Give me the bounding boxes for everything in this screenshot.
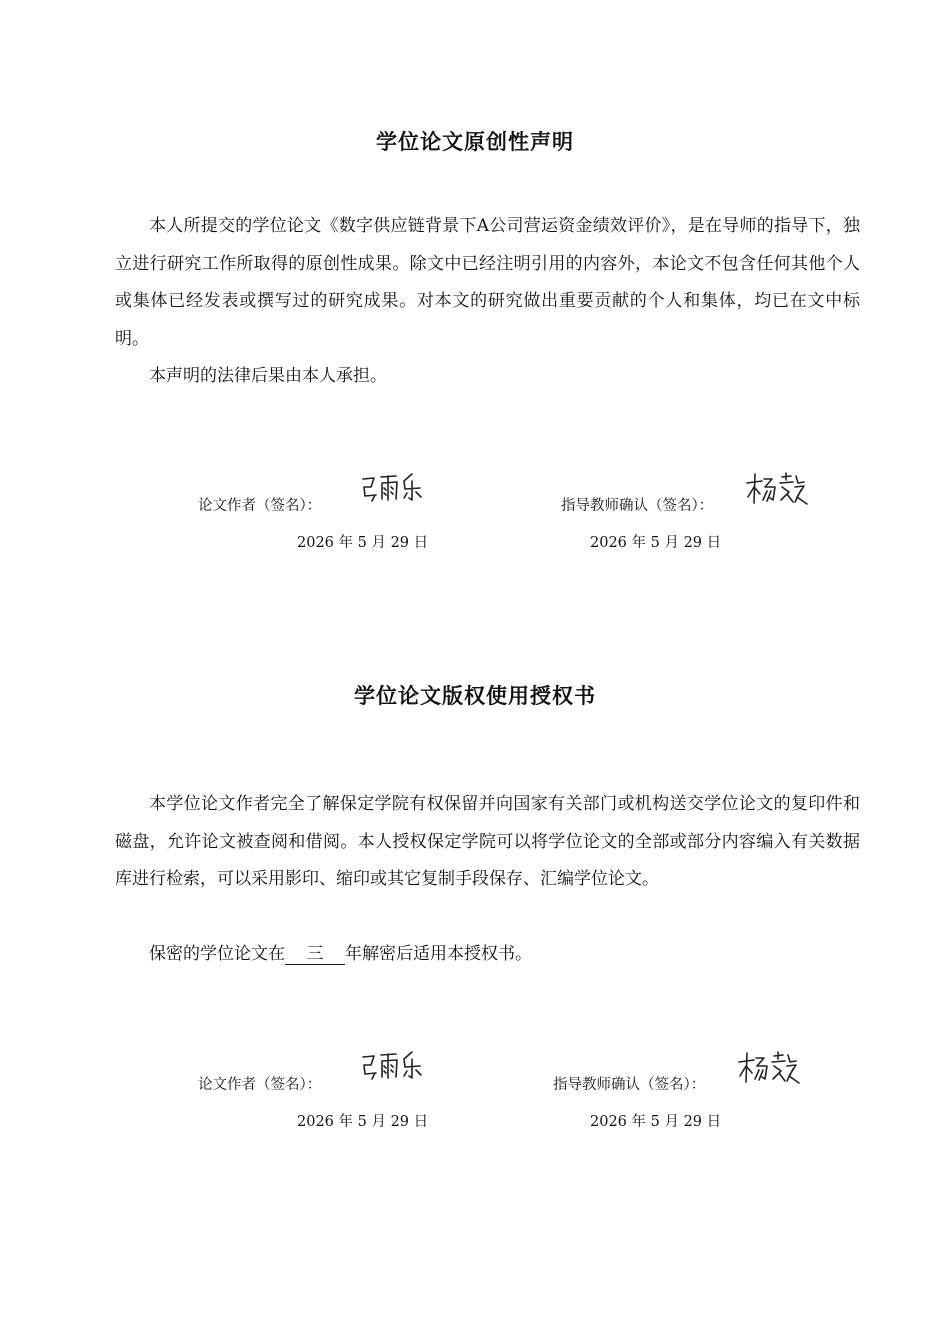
authorization-author-signature (360, 1048, 424, 1084)
declaration-advisor-label: 指导教师确认（签名）： (561, 498, 714, 514)
declaration-title: 学位论文原创性声明 (376, 130, 574, 154)
declaration-advisor-date: 2026 年 5 月 29 日 (590, 535, 722, 551)
secrecy-text-before: 保密的学位论文在 (149, 944, 285, 964)
secrecy-statement (115, 936, 860, 974)
declaration-paragraph-2: 本声明的法律后果由本人承担。 (149, 366, 387, 386)
authorization-paragraph: 本学位论文作者完全了解保定学院有权保留并向国家有关部门或机构送交学位论文的复印件和磁盘，允许论文被查阅和借阅。本人授权保定学院可以将学位论文的全部或部分内容编入有关数据库进行检索，可以采用影印、缩印或其它复制手段保存、汇编学位论文。 (115, 794, 860, 889)
secrecy-text-after: 年解密后适用本授权书。 (345, 944, 532, 964)
declaration-author-date: 2026 年 5 月 29 日 (297, 535, 429, 551)
authorization-advisor-signature (737, 1049, 801, 1089)
declaration-advisor-signature (745, 470, 809, 510)
authorization-advisor-date: 2026 年 5 月 29 日 (590, 1114, 722, 1130)
authorization-advisor-label: 指导教师确认（签名）： (553, 1077, 706, 1093)
declaration-author-label: 论文作者（签名）： (198, 498, 322, 514)
authorization-author-label: 论文作者（签名）： (198, 1077, 322, 1093)
authorization-title: 学位论文版权使用授权书 (354, 684, 596, 708)
declaration-author-signature (360, 470, 424, 506)
authorization-author-date: 2026 年 5 月 29 日 (297, 1114, 429, 1130)
declaration-paragraph-1: 本人所提交的学位论文《数字供应链背景下A公司营运资金绩效评价》，是在导师的指导下，独立进行研究工作所取得的原创性成果。除文中已经注明引用的内容外，本论文不包含任何其他个人或集体已经发表或撰写过的研究成果。对本文的研究做出重要贡献的个人和集体，均已在文中标明。 (115, 216, 860, 349)
secrecy-years-blank: 三 (285, 944, 345, 965)
